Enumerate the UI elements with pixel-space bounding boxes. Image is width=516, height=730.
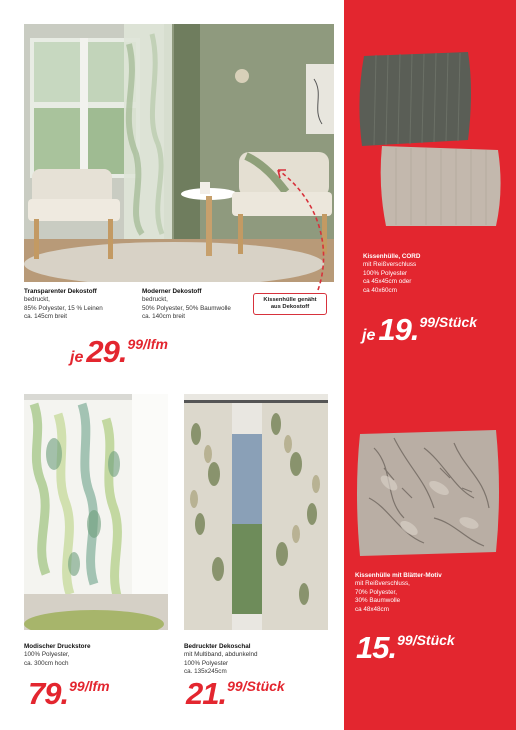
price-cents: 99: [419, 314, 436, 330]
transparent-fabric-line: ca. 145cm breit: [24, 313, 68, 321]
price-printed-sheer: 79.99/lfm: [28, 676, 110, 711]
leaf-pillow-line: mit Reißverschluss,: [355, 580, 410, 588]
transparent-fabric-line: 85% Polyester, 15 % Leinen: [24, 304, 103, 312]
modern-fabric-line: 50% Polyester, 50% Baumwolle: [142, 304, 231, 312]
price-main: 79: [28, 676, 61, 711]
leaf-pillow-info: [355, 572, 505, 614]
cord-pillows-photo: [356, 50, 506, 240]
callout-line: aus Dekostoff: [270, 304, 310, 310]
price-cord-pillow: je19.99/Stück: [362, 312, 478, 347]
modern-fabric-info: [142, 288, 262, 322]
price-unit: /lfm: [143, 336, 168, 352]
price-fabrics: je29.99/lfm: [70, 334, 168, 369]
printed-curtain-line: ca. 135x245cm: [184, 668, 227, 676]
callout-line: Kissenhülle genäht: [263, 297, 317, 303]
cord-pillow-title: Kissenhülle, CORD: [363, 253, 421, 260]
transparent-fabric-line: bedruckt,: [24, 296, 50, 304]
modern-fabric-line: bedruckt,: [142, 296, 168, 304]
price-leaf-pillow: 15.99/Stück: [356, 630, 455, 665]
pillow-callout-box: [253, 293, 327, 315]
leaf-pillow-line: ca 48x48cm: [355, 605, 389, 613]
price-main: 15: [356, 630, 389, 665]
modern-fabric-line: ca. 140cm breit: [142, 313, 186, 321]
price-cents: 99: [397, 632, 413, 648]
price-unit: /Stück: [435, 314, 478, 330]
callout-arrow: [270, 160, 330, 296]
cord-pillow-line: mit Reißverschluss: [363, 261, 417, 269]
leaf-pillow-photo: [354, 428, 502, 558]
price-unit: /Stück: [412, 632, 455, 648]
cord-pillow-line: 100% Polyester: [363, 269, 408, 277]
price-unit: /Stück: [242, 678, 285, 694]
price-printed-curtain: 21.99/Stück: [186, 676, 285, 711]
printed-curtain-title: Bedruckter Dekoschal: [184, 643, 251, 650]
printed-curtain-line: mit Multiband, abdunkelnd: [184, 651, 258, 659]
printed-sheer-title: Modischer Druckstore: [24, 643, 91, 650]
cord-pillow-line: ca 40x60cm: [363, 286, 397, 294]
printed-curtain-info: [184, 643, 334, 677]
price-main: 21: [186, 676, 219, 711]
price-main: 29: [86, 334, 119, 369]
printed-sheer-line: ca. 300cm hoch: [24, 659, 69, 667]
leaf-pillow-line: 30% Baumwolle: [355, 597, 401, 605]
printed-curtain-line: 100% Polyester: [184, 659, 229, 667]
price-prefix: je: [362, 327, 376, 344]
transparent-fabric-info: [24, 288, 144, 322]
price-main: 19: [378, 312, 411, 347]
price-cents: 99: [127, 336, 144, 352]
cord-pillow-info: [363, 253, 503, 295]
price-cents: 99: [227, 678, 243, 694]
printed-curtain-photo: [184, 394, 328, 630]
price-unit: /lfm: [84, 678, 110, 694]
printed-sheer-line: 100% Polyester,: [24, 651, 70, 659]
printed-sheer-photo: [24, 394, 168, 630]
price-prefix: je: [70, 349, 84, 366]
cord-pillow-line: ca 45x45cm oder: [363, 278, 412, 286]
leaf-pillow-title: Kissenhülle mit Blätter-Motiv: [355, 572, 442, 579]
printed-sheer-info: [24, 643, 174, 668]
transparent-fabric-title: Transparenter Dekostoff: [24, 288, 97, 295]
leaf-pillow-line: 70% Polyester,: [355, 588, 398, 596]
modern-fabric-title: Moderner Dekostoff: [142, 288, 202, 295]
price-cents: 99: [69, 678, 85, 694]
